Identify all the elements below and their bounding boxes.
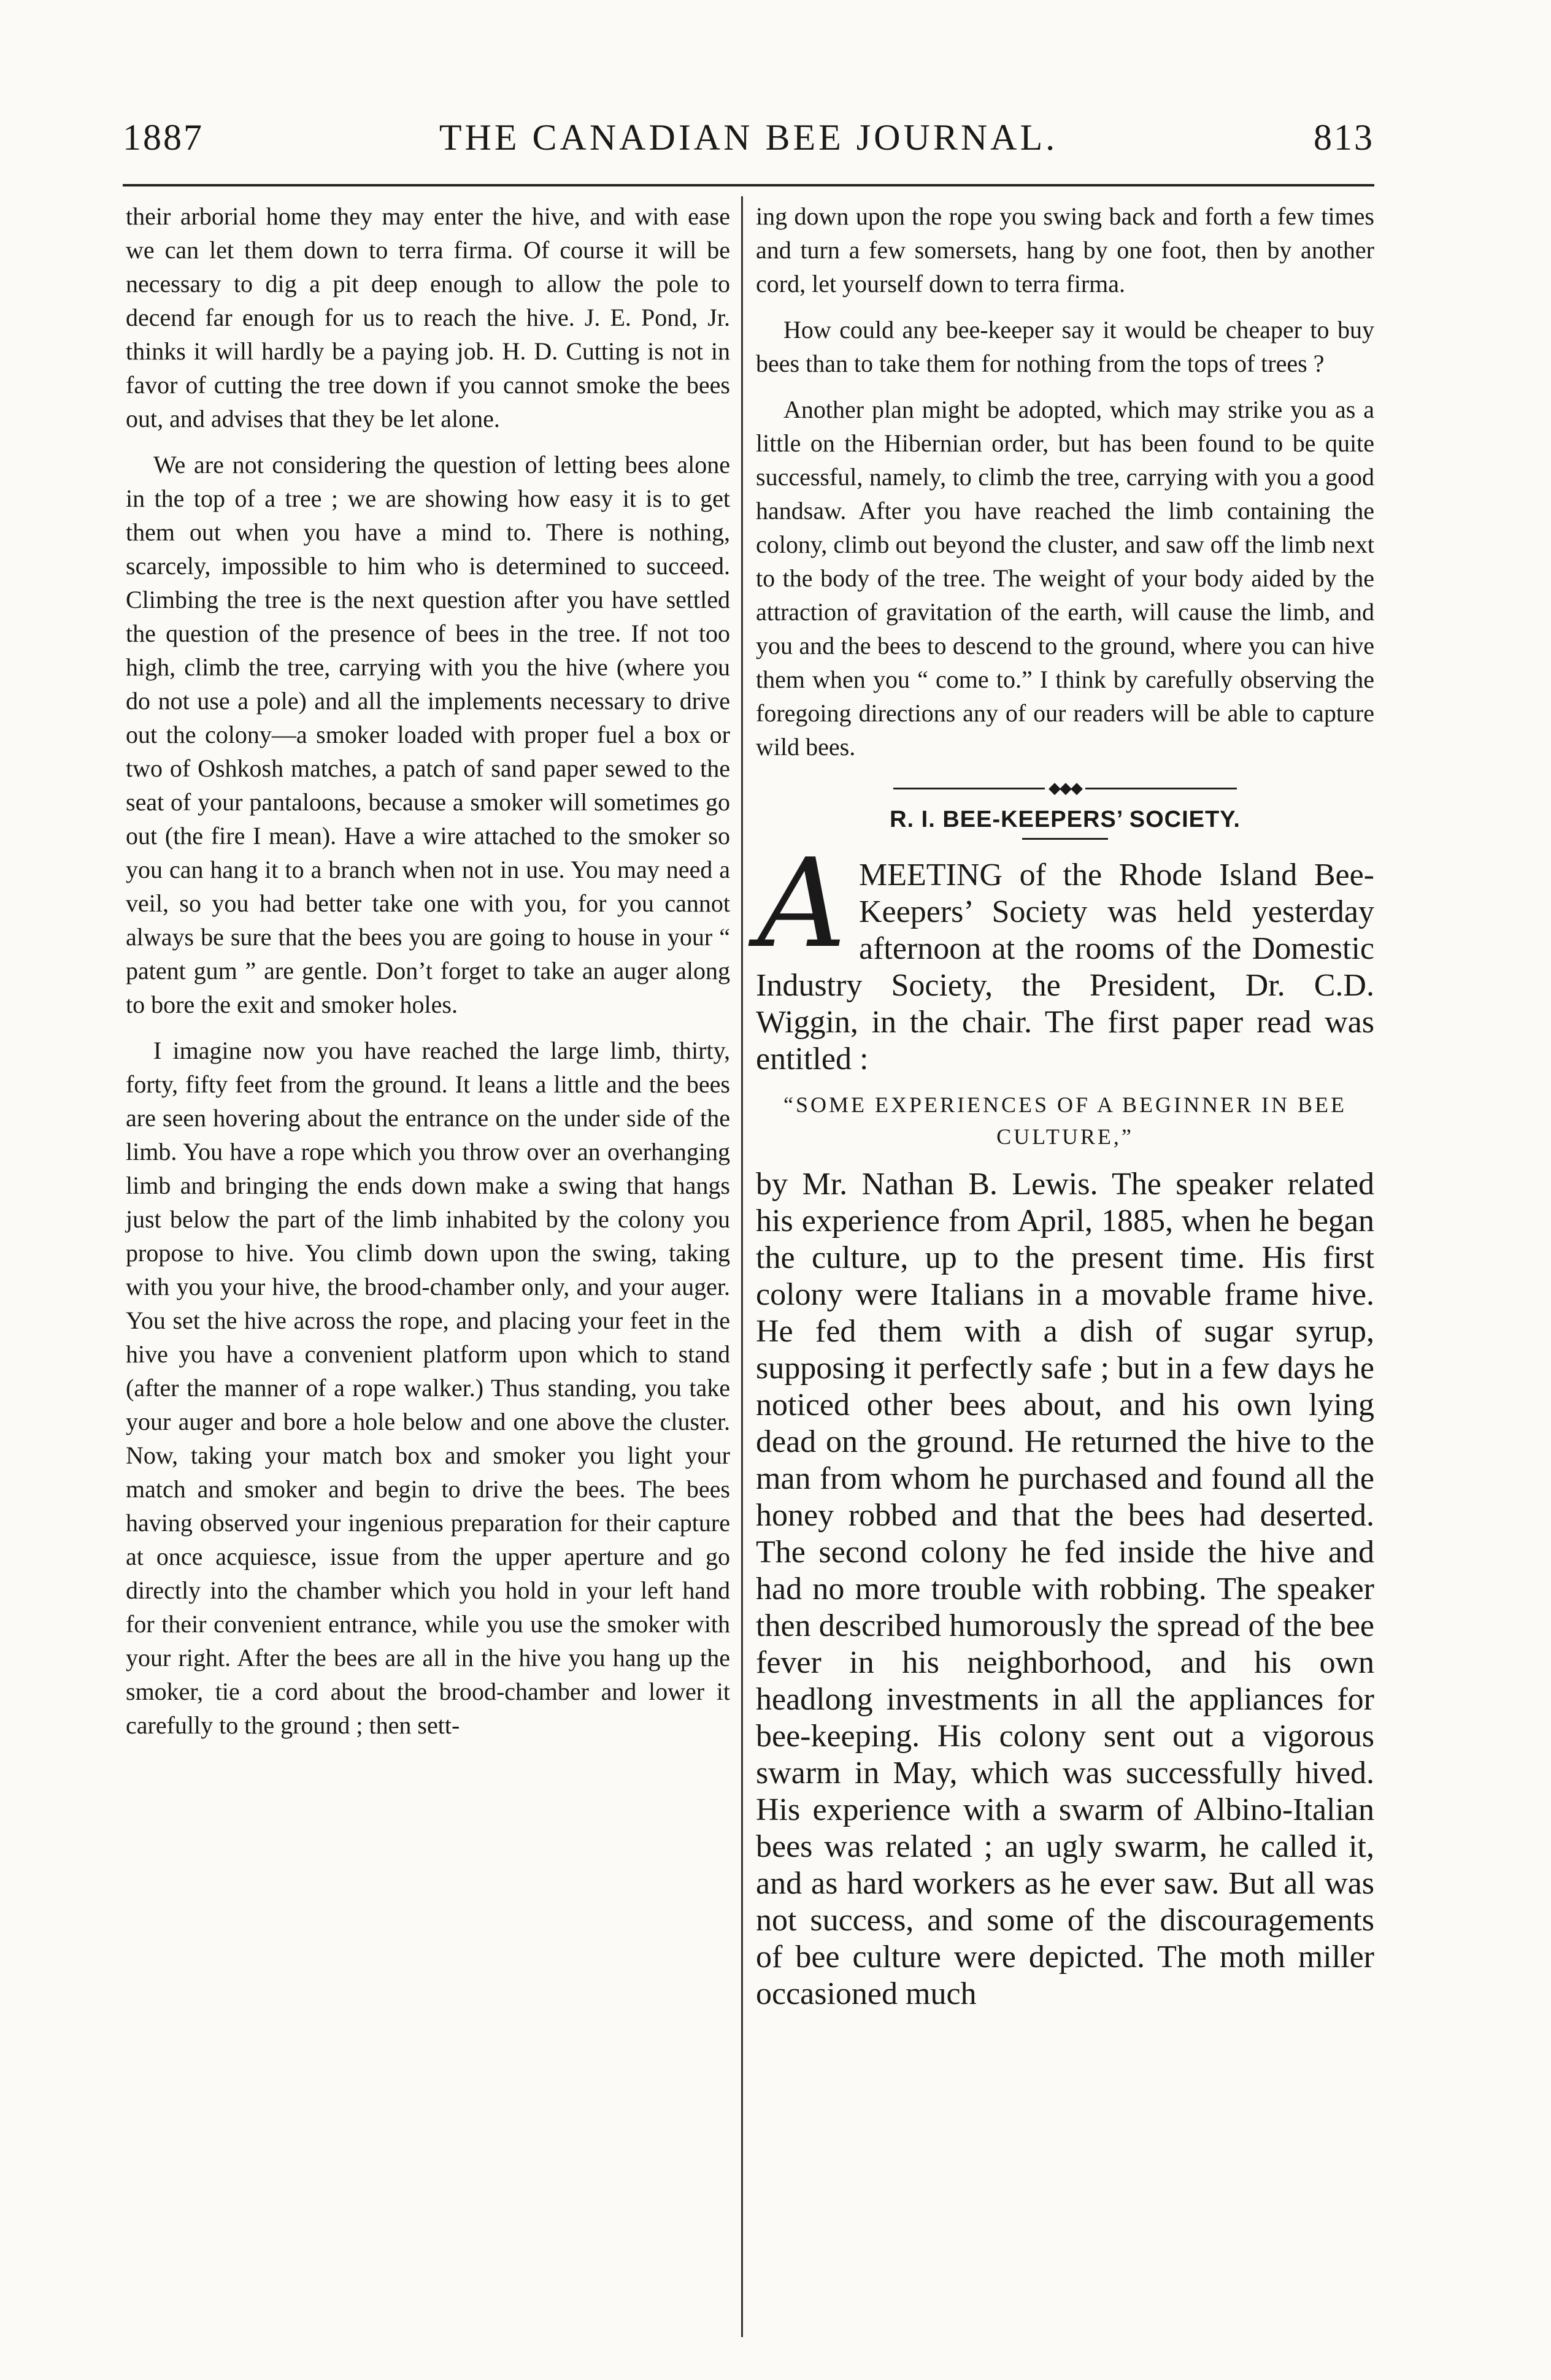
right-paragraph-2: How could any bee-keeper say it would be cheaper to buy bees than to take them for nothing from the tops of trees ? xyxy=(756,316,1374,377)
section-ornament: ◆◆◆ xyxy=(893,781,1237,796)
page-header xyxy=(123,117,1374,166)
section-title: R. I. BEE-KEEPERS’ SOCIETY. xyxy=(890,807,1241,832)
section-title-rule xyxy=(1022,838,1108,840)
lead-paragraph: MEETING of the Rhode Island Bee-Keepers’ Society was held yesterday afternoon at the rooms of the Domestic Industry Society, the President, Dr. C.D. Wiggin, in the chair. The first paper read was entitled : xyxy=(756,858,1374,1077)
header-year: 1887 xyxy=(123,117,204,158)
column-divider xyxy=(741,196,743,2337)
header-rule xyxy=(123,184,1374,186)
right-paragraph-3: Another plan might be adopted, which may strike you as a little on the Hibernian order, but has been found to be quite successful, namely, to climb the tree, carrying with you a good handsaw. After you have reached the limb containing the colony, climb out beyond the cluster, and saw off the limb next to the body of the tree. The weight of your body aided by the attraction of gravitation of the earth, will cause the limb, and you and the bees to descend to the ground, where you can hive them when you “ come to.” I think by carefully observing the foregoing directions any of our readers will be able to capture wild bees. xyxy=(756,396,1374,761)
drop-cap: A xyxy=(757,832,847,975)
left-paragraph-1: their arborial home they may enter the hive, and with ease we can let them down to terra firma. Of course it will be necessary to dig a pit deep enough to allow the pole to decend far enough for us to reach the hive. J. E. Pond, Jr. thinks it will hardly be a paying job. H. D. Cutting is not in favor of cutting the tree down if you cannot smoke the bees out, and advises that they be let alone. xyxy=(126,202,730,432)
lead-block xyxy=(756,832,1374,1078)
paper-title: “SOME EXPERIENCES OF A BEGINNER IN BEE CULTURE,” xyxy=(783,1092,1347,1149)
right-paragraph-1: ing down upon the rope you swing back and forth a few times and turn a few somersets, hang by one foot, then by another cord, let yourself down to terra firma. xyxy=(756,202,1374,298)
left-paragraph-2: We are not considering the question of letting bees alone in the top of a tree ; we are showing how easy it is to get them out when you have a mind to. There is nothing, scarcely, impossible to him who is determined to succeed. Climbing the tree is the next question after you have settled the question of the presence of bees in the tree. If not too high, climb the tree, carrying with you the hive (where you do not use a pole) and all the implements necessary to drive out the colony—a smoker loaded with proper fuel a box or two of Oshkosh matches, a patch of sand paper sewed to the seat of your pantaloons, because a smoker will sometimes go out (the fire I mean). Have a wire attached to the smoker so you can hang it to a branch when not in use. You may need a veil, so you had better take one with you, for you cannot always be sure that the bees you are going to house in your “ patent gum ” are gentle. Don’t forget to take an auger along to bore the exit and smoker holes. xyxy=(126,451,730,1018)
journal-title: THE CANADIAN BEE JOURNAL. xyxy=(439,117,1058,158)
body-paragraph: by Mr. Nathan B. Lewis. The speaker related his experience from April, 1885, when he began the culture, up to the present time. His first colony were Italians in a movable frame hive. He fed them with a dish of sugar syrup, supposing it perfectly safe ; but in a few days he noticed other bees about, and his own lying dead on the ground. He returned the hive to the man from whom he purchased and found all the honey robbed and that the bees had deserted. The second colony he fed inside the hive and had no more trouble with robbing. The speaker then described humorously the spread of the bee fever in his neighborhood, and his own headlong investments in all the appliances for bee-keeping. His colony sent out a vigorous swarm in May, which was successfully hived. His experience with a swarm of Albino-Italian bees was related ; an ugly swarm, he called it, and as hard workers as he ever saw. But all was not success, and some of the discouragements of bee culture were depicted. The moth miller occasioned much xyxy=(756,1167,1374,2011)
page-number: 813 xyxy=(1314,117,1374,158)
left-column xyxy=(126,199,730,1742)
left-paragraph-3: I imagine now you have reached the large limb, thirty, forty, fifty feet from the ground. It leans a little and the bees are seen hovering about the entrance on the under side of the limb. You have a rope which you throw over an overhanging limb and bringing the ends down make a swing that hangs just below the part of the limb inhabited by the colony you propose to hive. You climb down upon the swing, taking with you your hive, the brood-chamber only, and your auger. You set the hive across the rope, and placing your feet in the hive you have a convenient platform upon which to stand (after the manner of a rope walker.) Thus standing, you take your auger and bore a hole below and one above the cluster. Now, taking your match box and smoker you light your match and smoker and begin to drive the bees. The bees having observed your ingenious preparation for their capture at once acquiesce, issue from the upper aperture and go directly into the chamber which you hold in your left hand for their convenient entrance, while you use the smoker with your right. After the bees are all in the hive you hang up the smoker, tie a cord about the brood-chamber and lower it carefully to the ground ; then sett- xyxy=(126,1037,730,1739)
right-column xyxy=(756,199,1374,2013)
